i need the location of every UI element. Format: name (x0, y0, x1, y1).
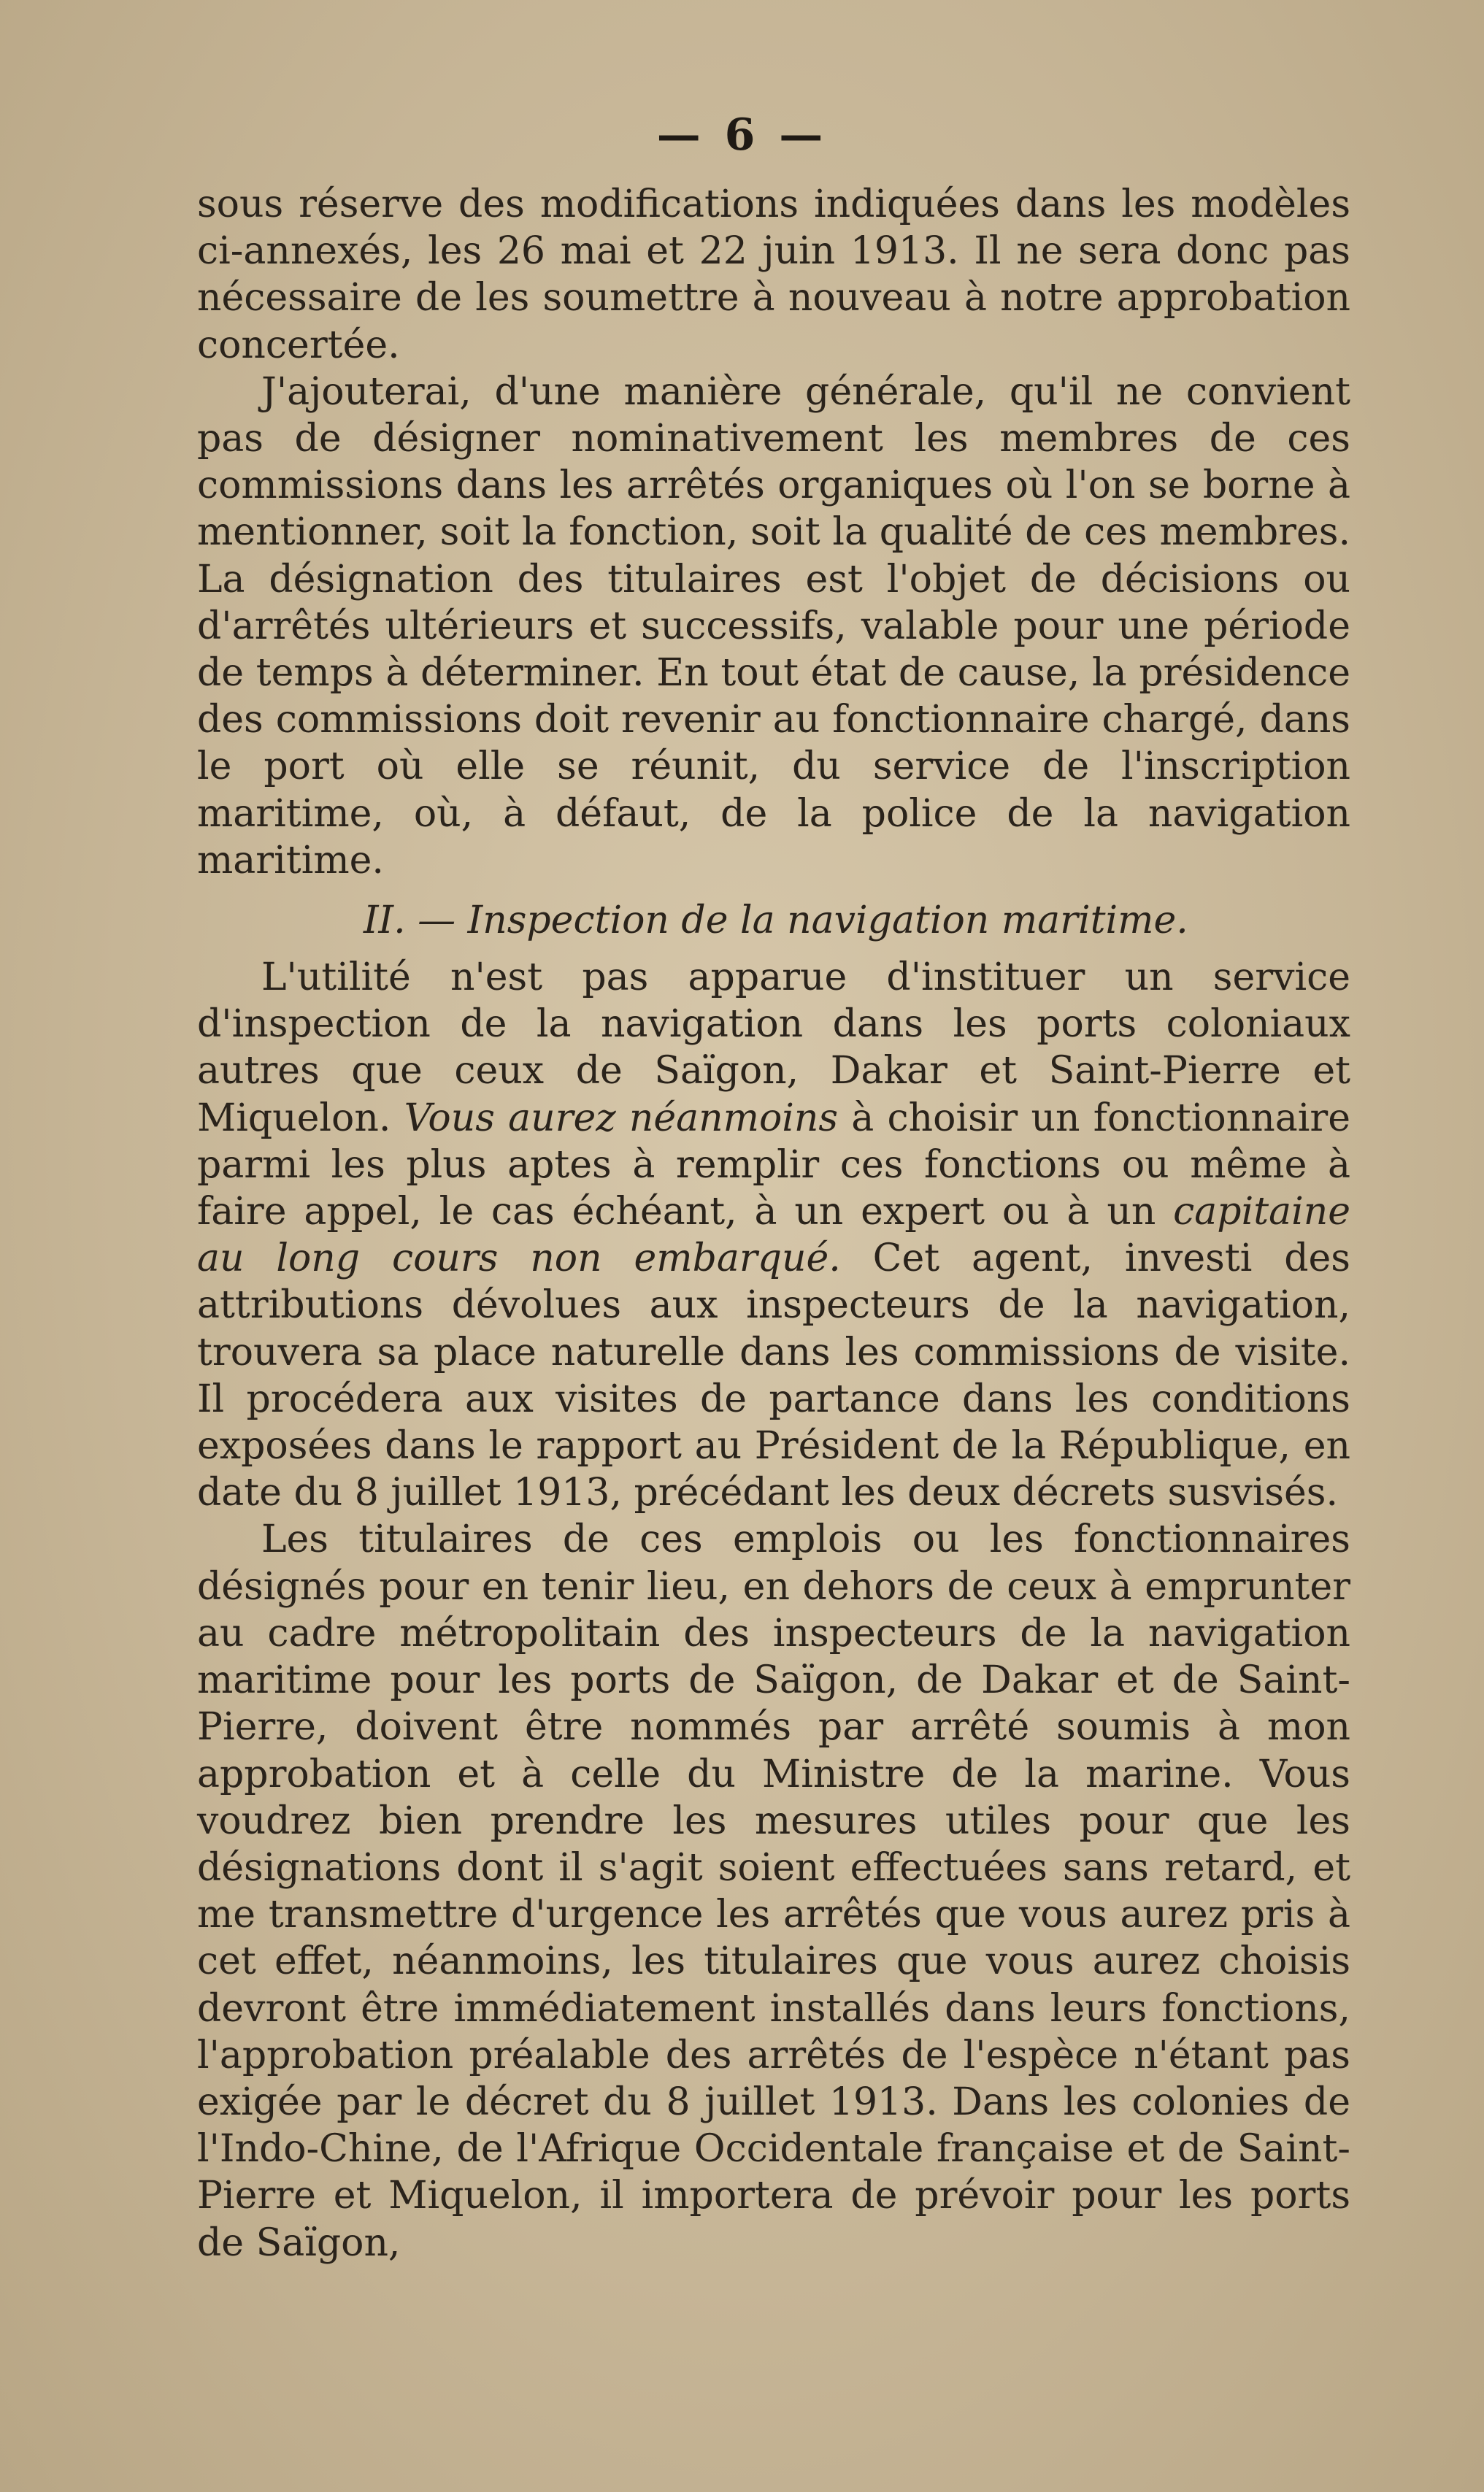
paragraph-1: sous réserve des modifications indiquées dans les modèles ci-annexés, les 26 mai et 22 juin 1913. Il ne sera donc pas nécessaire de les soumettre à nouveau à notre approbation concertée. (197, 182, 1350, 367)
paragraph-3-text-c: Cet agent, investi des attributions dévolues aux inspecteurs de la navigation, trouvera sa place naturelle dans les commissions de visite. Il procédera aux visites de partance dans les conditions exposées dans le rapport au Président de la République, en date du 8 juillet 1913, précédant les deux décrets susvisés. (197, 1237, 1350, 1515)
paragraph-3-text-a: L'utilité n'est pas apparue d'instituer un service d'inspection de la navigation dans les ports coloniaux autres que ceux de Saïgon, Dakar et Saint-Pierre et Miquelon. (197, 955, 1350, 1140)
section-heading: II. — Inspection de la navigation maritime. (364, 899, 1188, 943)
paragraph-3 (197, 954, 1350, 1516)
paragraph-3-italic-a: Vous aurez néanmoins (404, 1096, 839, 1140)
document-body (197, 181, 1350, 2266)
page-number: — 6 — (656, 109, 828, 161)
paragraph-4: Les titulaires de ces emplois ou les fonctionnaires désignés pour en tenir lieu, en dehors de ceux à emprunter au cadre métropolitain des inspecteurs de la navigation maritime pour les ports de Saïgon, de Dakar et de Saint-Pierre, doivent être nommés par arrêté soumis à mon approbation et à celle du Ministre de la marine. Vous voudrez bien prendre les mesures utiles pour que les désignations dont il s'agit soient effectuées sans retard, et me transmettre d'urgence les arrêtés que vous aurez pris à cet effet, néanmoins, les titulaires que vous aurez choisis devront être immédiatement installés dans leurs fonctions, l'approbation préalable des arrêtés de l'espèce n'étant pas exigée par le décret du 8 juillet 1913. Dans les colonies de l'Indo-Chine, de l'Afrique Occidentale française et de Saint-Pierre et Miquelon, il importera de prévoir pour les ports de Saïgon, (197, 1518, 1350, 2265)
paragraph-3-italic-b: capitaine au long cours non embarqué. (197, 1190, 1350, 1281)
paragraph-2: J'ajouterai, d'une manière générale, qu'il ne convient pas de désigner nominativement les membres de ces commissions dans les arrêtés organiques où l'on se borne à mentionner, soit la fonction, soit la qualité de ces membres. La désignation des titulaires est l'objet de décisions ou d'arrêtés ultérieurs et successifs, valable pour une période de temps à déterminer. En tout état de cause, la présidence des commissions doit revenir au fonctionnaire chargé, dans le port où elle se réunit, du service de l'inscription maritime, où, à défaut, de la police de la navigation maritime. (197, 369, 1350, 882)
paragraph-3-text-b: à choisir un fonctionnaire parmi les plus aptes à remplir ces fonctions ou même à faire appel, le cas échéant, à un expert ou à un (197, 1096, 1350, 1234)
